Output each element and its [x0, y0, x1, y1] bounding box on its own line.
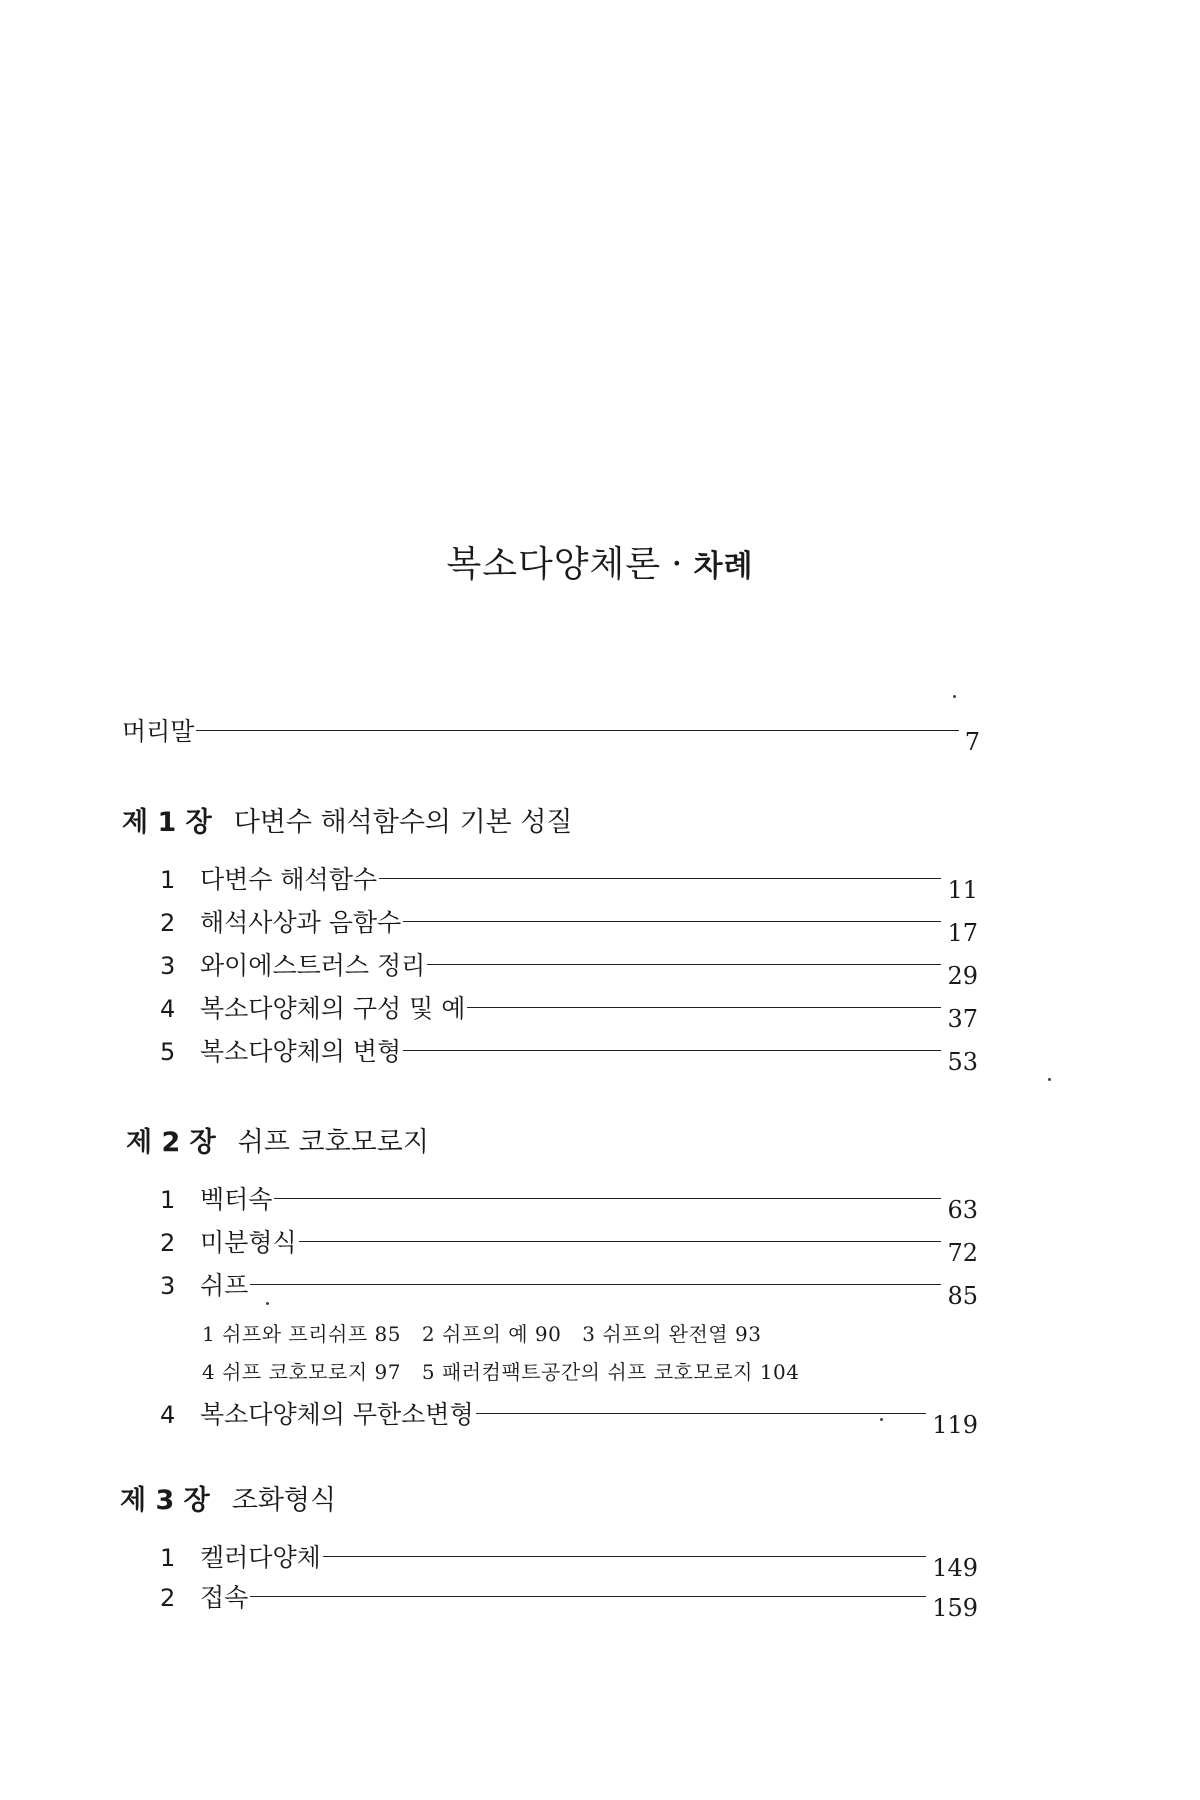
- toc-entry[interactable]: [160, 989, 978, 1033]
- toc-entry[interactable]: [160, 1395, 978, 1439]
- subsection-entry[interactable]: 4 쉬프 코호모로지 97: [202, 1360, 401, 1384]
- entry-number: 2: [160, 909, 176, 937]
- scan-speck: [953, 695, 956, 698]
- book-title: 복소다양체론: [446, 544, 662, 585]
- entry-page: 72: [947, 1239, 978, 1267]
- entry-number: 4: [160, 1401, 176, 1429]
- dot-leader: [379, 878, 941, 879]
- entry-page: 7: [964, 728, 980, 756]
- subsection-list: [202, 1356, 814, 1385]
- chapter-title: 다변수 해석함수의 기본 성질: [233, 807, 573, 838]
- dot-leader: [427, 964, 941, 965]
- entry-label: 벡터속: [200, 1185, 273, 1214]
- entry-label: 복소다양체의 구성 및 예: [200, 994, 466, 1023]
- toc-entry[interactable]: [160, 1538, 978, 1582]
- entry-label: 와이에스트러스 정리: [200, 951, 426, 980]
- entry-number: 5: [160, 1038, 176, 1066]
- entry-label: 머리말: [122, 717, 195, 746]
- chapter-number: 제 1 장: [122, 807, 212, 838]
- toc-entry-preface[interactable]: [122, 712, 980, 756]
- toc-entry[interactable]: [160, 946, 978, 990]
- entry-page: 85: [947, 1282, 978, 1310]
- entry-page: 63: [947, 1196, 978, 1224]
- entry-label: 쉬프: [200, 1271, 249, 1300]
- entry-label: 접속: [200, 1583, 249, 1612]
- chapter-title: 조화형식: [231, 1485, 337, 1516]
- chapter-1-heading: [122, 800, 573, 839]
- subsection-entry[interactable]: 1 쉬프와 프리쉬프 85: [202, 1322, 401, 1346]
- entry-number: 3: [160, 952, 176, 980]
- entry-page: 159: [932, 1594, 978, 1622]
- chapter-3-heading: [120, 1478, 336, 1517]
- dot-leader: [467, 1007, 941, 1008]
- entry-page: 29: [947, 962, 978, 990]
- toc-entry[interactable]: [160, 860, 978, 904]
- scan-speck: [1048, 1078, 1051, 1081]
- entry-number: 4: [160, 995, 176, 1023]
- entry-number: 2: [160, 1584, 176, 1612]
- chapter-title: 쉬프 코호모로지: [237, 1127, 429, 1158]
- toc-entry[interactable]: [160, 1032, 978, 1076]
- subsection-entry[interactable]: 5 패러컴팩트공간의 쉬프 코호모로지 104: [421, 1360, 800, 1384]
- dot-leader: [274, 1198, 941, 1199]
- entry-number: 1: [160, 1186, 176, 1214]
- toc-entry[interactable]: [160, 1578, 978, 1622]
- entry-number: 3: [160, 1272, 176, 1300]
- entry-page: 149: [932, 1554, 978, 1582]
- subsection-entry[interactable]: 2 쉬프의 예 90: [421, 1322, 562, 1346]
- toc-entry[interactable]: [160, 1223, 978, 1267]
- toc-entry[interactable]: [160, 1180, 978, 1224]
- entry-label: 해석사상과 음함수: [200, 908, 402, 937]
- dot-leader: [403, 921, 941, 922]
- entry-page: 119: [932, 1411, 978, 1439]
- subsection-entry[interactable]: 3 쉬프의 완전열 93: [582, 1322, 762, 1346]
- dot-leader: [403, 1050, 941, 1051]
- dot-leader: [299, 1241, 942, 1242]
- title-separator: ·: [671, 544, 684, 585]
- dot-leader: [250, 1284, 941, 1285]
- dot-leader: [323, 1556, 926, 1557]
- entry-label: 다변수 해석함수: [200, 865, 377, 894]
- title-subtitle: 차례: [693, 549, 754, 584]
- subsection-list: [202, 1318, 775, 1347]
- toc-entry[interactable]: [160, 903, 978, 947]
- entry-number: 1: [160, 866, 176, 894]
- entry-number: 2: [160, 1229, 176, 1257]
- entry-page: 11: [947, 876, 978, 904]
- chapter-number: 제 3 장: [120, 1485, 210, 1516]
- entry-label: 미분형식: [200, 1228, 297, 1257]
- page-title: [0, 536, 1200, 587]
- chapter-number: 제 2 장: [126, 1127, 216, 1158]
- scan-speck: [266, 1302, 269, 1305]
- dot-leader: [476, 1413, 927, 1414]
- entry-page: 53: [947, 1048, 978, 1076]
- entry-number: 1: [160, 1544, 176, 1572]
- scan-speck: [880, 1418, 883, 1421]
- dot-leader: [196, 730, 958, 731]
- entry-label: 켈러다양체: [200, 1543, 321, 1572]
- chapter-2-heading: [126, 1120, 429, 1159]
- toc-entry[interactable]: [160, 1266, 978, 1310]
- entry-label: 복소다양체의 변형: [200, 1037, 402, 1066]
- entry-page: 17: [947, 919, 978, 947]
- dot-leader: [250, 1596, 926, 1597]
- entry-page: 37: [947, 1005, 978, 1033]
- entry-label: 복소다양체의 무한소변형: [200, 1400, 474, 1429]
